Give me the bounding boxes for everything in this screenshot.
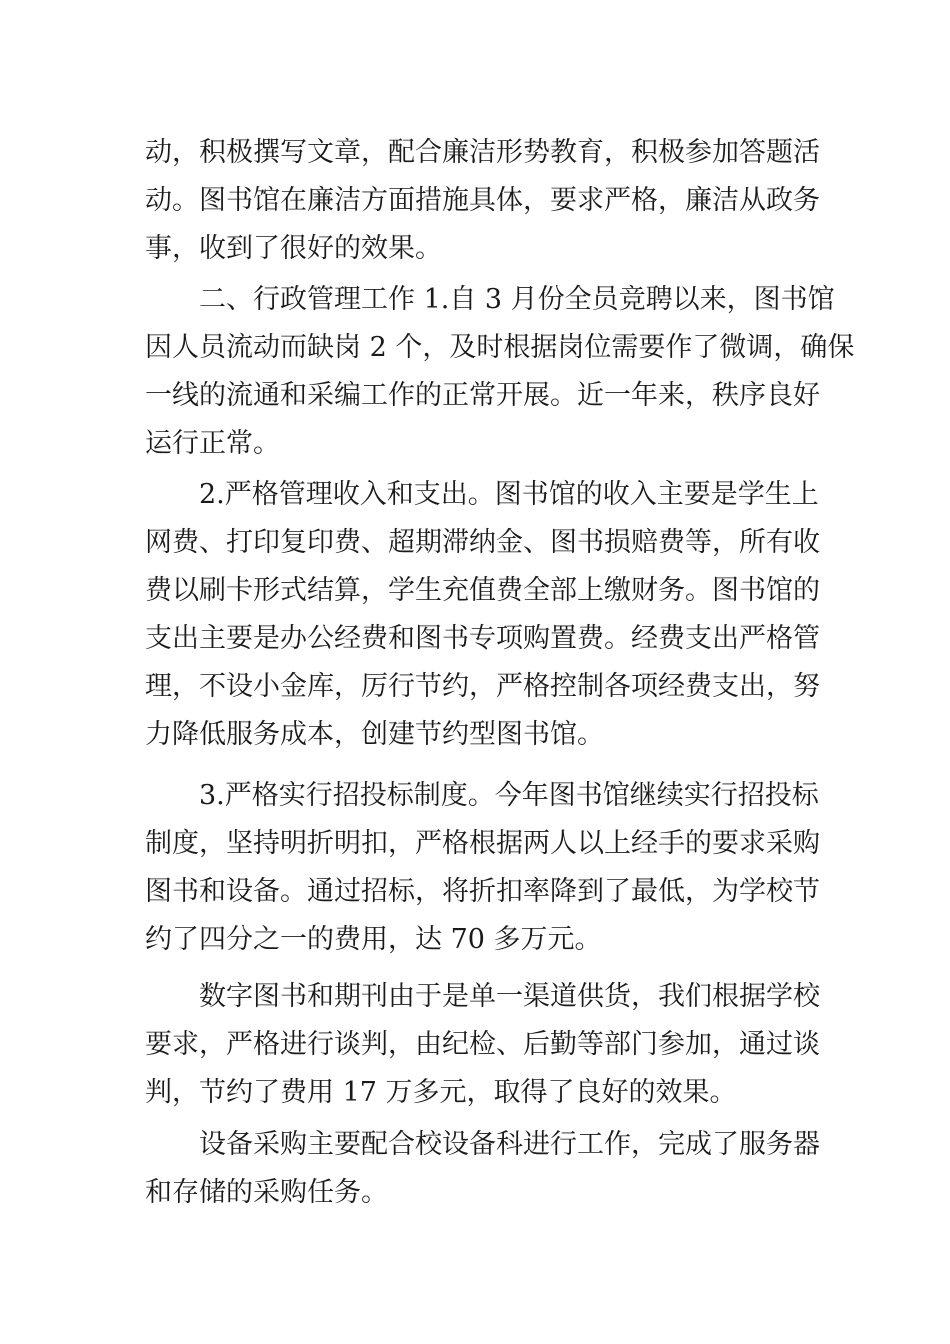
text-line: 运行正常。 bbox=[145, 428, 280, 459]
paragraph-line bbox=[0, 229, 950, 269]
paragraph-line bbox=[0, 715, 950, 755]
paragraph-line bbox=[0, 328, 950, 368]
paragraph-line bbox=[0, 667, 950, 707]
paragraph-line bbox=[0, 571, 950, 611]
paragraph-line bbox=[0, 280, 950, 320]
text-line: 要求，严格进行谈判，由纪检、后勤等部门参加，通过谈 bbox=[145, 1029, 820, 1060]
paragraph-line bbox=[0, 1073, 950, 1113]
paragraph-line bbox=[0, 1125, 950, 1165]
paragraph-line bbox=[0, 872, 950, 912]
text-line: 事，收到了很好的效果。 bbox=[145, 233, 442, 264]
text-line: 一线的流通和采编工作的正常开展。近一年来，秩序良好 bbox=[145, 380, 820, 411]
text-line: 3.严格实行招投标制度。今年图书馆继续实行招投标 bbox=[199, 780, 819, 811]
text-line: 动，积极撰写文章，配合廉洁形势教育，积极参加答题活 bbox=[145, 137, 820, 168]
paragraph-line bbox=[0, 1173, 950, 1213]
paragraph-line bbox=[0, 619, 950, 659]
paragraph-line bbox=[0, 376, 950, 416]
text-line: 设备采购主要配合校设备科进行工作，完成了服务器 bbox=[199, 1129, 820, 1160]
text-line: 动。图书馆在廉洁方面措施具体，要求严格，廉洁从政务 bbox=[145, 185, 820, 216]
text-line: 制度，坚持明折明扣，严格根据两人以上经手的要求采购 bbox=[145, 828, 820, 859]
text-line: 支出主要是办公经费和图书专项购置费。经费支出严格管 bbox=[145, 623, 820, 654]
paragraph-line bbox=[0, 475, 950, 515]
text-line: 数字图书和期刊由于是单一渠道供货，我们根据学校 bbox=[199, 981, 820, 1012]
text-line: 2.严格管理收入和支出。图书馆的收入主要是学生上 bbox=[199, 479, 819, 510]
paragraph-line bbox=[0, 133, 950, 173]
text-line: 和存储的采购任务。 bbox=[145, 1177, 388, 1208]
paragraph-line bbox=[0, 824, 950, 864]
text-line: 二、行政管理工作 1.自 3 月份全员竞聘以来，图书馆 bbox=[199, 284, 835, 315]
paragraph-line bbox=[0, 523, 950, 563]
text-line: 网费、打印复印费、超期滞纳金、图书损赔费等，所有收 bbox=[145, 527, 820, 558]
text-line: 判，节约了费用 17 万多元，取得了良好的效果。 bbox=[145, 1077, 737, 1108]
paragraph-line bbox=[0, 1025, 950, 1065]
paragraph-line bbox=[0, 920, 950, 960]
text-line: 图书和设备。通过招标，将折扣率降到了最低，为学校节 bbox=[145, 876, 820, 907]
paragraph-line bbox=[0, 181, 950, 221]
paragraph-line bbox=[0, 776, 950, 816]
text-line: 约了四分之一的费用，达 70 多万元。 bbox=[145, 924, 602, 955]
text-line: 理，不设小金库，厉行节约，严格控制各项经费支出，努 bbox=[145, 671, 820, 702]
text-line: 费以刷卡形式结算，学生充值费全部上缴财务。图书馆的 bbox=[145, 575, 820, 606]
paragraph-line bbox=[0, 977, 950, 1017]
text-line: 因人员流动而缺岗 2 个，及时根据岗位需要作了微调，确保 bbox=[145, 332, 855, 363]
text-line: 力降低服务成本，创建节约型图书馆。 bbox=[145, 719, 604, 750]
paragraph-line bbox=[0, 424, 950, 464]
